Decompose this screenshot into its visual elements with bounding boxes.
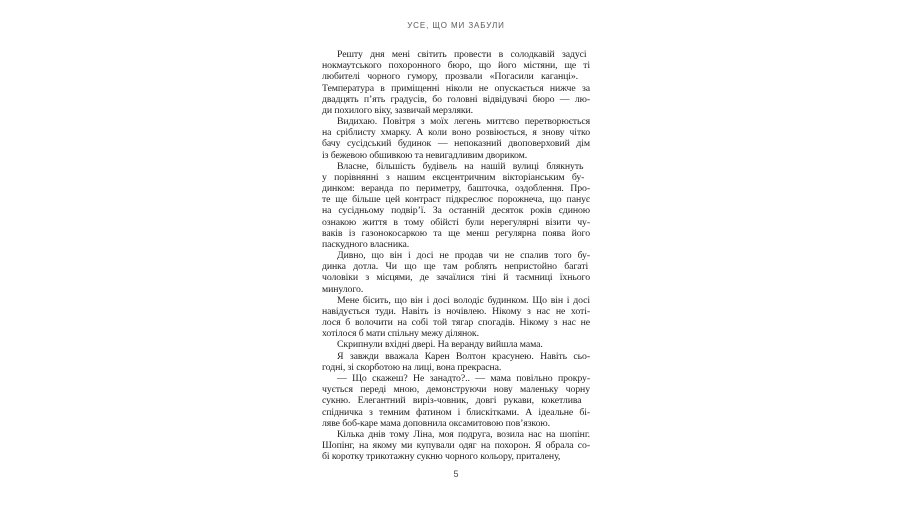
text-line: — Що скажеш? Не занадто?.. — мама повільно прокру- [337,372,590,384]
text-line: на сусідньому подвір’ї. За останній десяток років єдиною [322,205,590,217]
text-line: нокмаутського похоронного бюро, що його містяни, ще ті [322,60,590,72]
text-line: ди похилого віку, зазвичай мерзляки. [322,104,474,116]
text-line: паскудного власника. [322,238,410,250]
text-line: ознакою життя в тому обійсті були нерегулярні візити чу- [322,216,590,228]
text-line: двадцять п’ять градусів, бо головні відвідувачі бюро — лю- [322,93,590,105]
text-line: хотілося б мати спільну межу ділянок. [322,328,479,340]
text-line: сукню. Елегантний виріз-човник, довгі рукави, кокетлива [322,395,582,407]
text-line: Кілька днів тому Ліна, моя подруга, возила нас на шопінг. [337,428,590,440]
text-line: спідничка з темним фатином і блискітками. А ідеальне бі- [322,406,590,418]
text-line: чоловіки з місцями, де зачаїлися тіні й таємниці їхнього [322,272,590,284]
text-line: ляве боб-каре мама доповнила оксамитовою пов’язкою. [322,417,550,429]
text-line: Температура в приміщенні ніколи не опускається нижче за [322,82,590,94]
running-head: УСЕ, ЩО МИ ЗАБУЛИ [407,21,505,30]
text-line: Шопінг, на якому ми купували одяг на похорон. Я обрала со- [322,440,590,452]
text-line: Власне, більшість будівель на нашій вулиці блякнуть [337,160,584,172]
text-line: на сріблисту хмарку. А коли воно розвіюється, я знову чітко [322,127,590,139]
text-line: Скрипнули вхідні двері. На веранду вийшла мама. [337,339,543,351]
text-line: Дивно, що він і досі не продав чи не спалив того бу- [337,250,590,262]
text-line: Я завжди вважала Карен Волтон красунею. Навіть сьо- [337,350,590,362]
text-line: те ще більше цей контраст підкреслює порожнеча, що панує [322,194,590,206]
body-text [322,49,590,462]
page-number: 5 [453,469,459,479]
text-line: Решту дня мені світить провести в солодкавій задусі [337,49,587,60]
text-line: Видихаю. Повітря з моїх легень миттєво перетворюється [337,116,590,128]
text-line: динком: веранда по периметру, башточка, оздоблення. Про- [322,183,590,195]
text-line: любителі чорного гумору, прозвали «Погасили каганці». [322,71,578,83]
text-line: бачу сусідський будинок — непоказний двоповерховий дім [322,138,590,150]
text-line: минулого. [322,283,364,295]
text-line: чується переді мною, демонструючи нову маленьку чорну [322,384,590,396]
text-line: ваків із газонокосаркою та ще менш регулярна поява його [322,227,590,239]
text-line: лося б волочити на собі той тягар спогадів. Нікому з нас не [322,317,590,329]
text-line: бі коротку трикотажну сукню чорного кольору, приталену, [322,451,561,463]
text-line: годні, зі скорботою на лиці, вона прекрасна. [322,361,502,373]
text-line: навідується туди. Навіть із ночівлею. Нікому з нас не хоті- [322,305,590,317]
text-line: у порівнянні з нашим ексцентричним вікторіанським бу- [322,171,585,183]
text-line: динка дотла. Чи що ще там роблять непристойно багаті [322,261,589,273]
text-line: із бежевою обшивкою та невигадливим двориком. [322,149,528,161]
text-line: Мене бісить, що він і досі володіє будинком. Що він і досі [337,294,590,306]
